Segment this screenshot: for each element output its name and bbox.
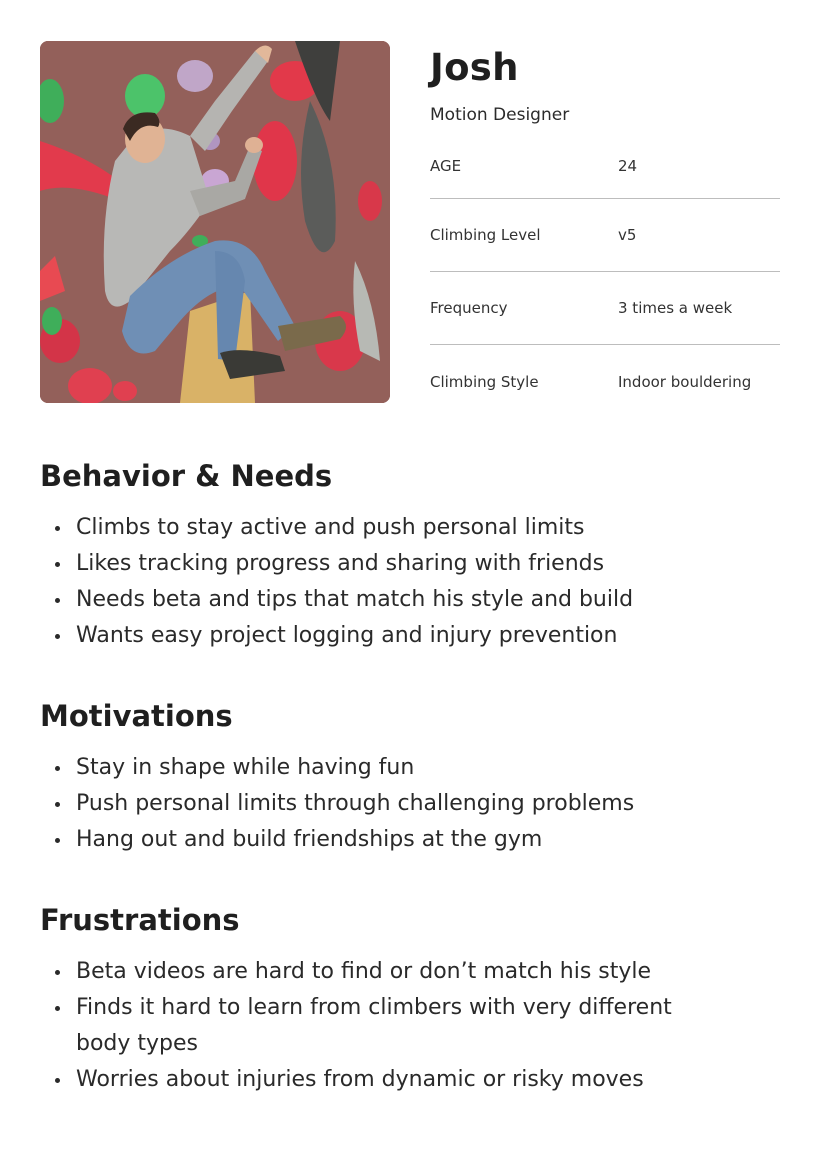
list-item: Worries about injuries from dynamic or risky moves: [40, 1062, 716, 1098]
persona-photo: [40, 41, 390, 403]
attribute-key: AGE: [430, 157, 462, 175]
attribute-row-climbing-level: [430, 199, 780, 272]
frustrations-heading: Frustrations: [40, 903, 240, 937]
attribute-row-age: [430, 143, 780, 199]
attribute-key: Frequency: [430, 299, 508, 317]
list-item: Climbs to stay active and push personal limits: [40, 510, 716, 546]
attribute-key: Climbing Style: [430, 372, 539, 391]
attribute-value: 24: [618, 157, 638, 175]
list-item: Hang out and build friendships at the gym: [40, 822, 716, 858]
list-item: Beta videos are hard to find or don’t match his style: [40, 954, 716, 990]
behavior-list: [40, 510, 780, 654]
list-item: Push personal limits through challenging problems: [40, 786, 716, 822]
motivations-section: [40, 698, 780, 858]
attribute-value: 3 times a week: [618, 299, 733, 317]
frustrations-list: [40, 954, 780, 1098]
attribute-key: Climbing Level: [430, 226, 541, 244]
attribute-value: Indoor bouldering: [618, 372, 752, 391]
attribute-row-frequency: [430, 272, 780, 345]
attribute-value: v5: [618, 226, 637, 244]
list-item: Wants easy project logging and injury prevention: [40, 618, 716, 654]
motivations-heading: Motivations: [40, 699, 233, 733]
persona-name: Josh: [430, 46, 519, 89]
attribute-table: [430, 143, 780, 418]
frustrations-section: [40, 902, 780, 1098]
motivations-list: [40, 750, 780, 858]
list-item: Finds it hard to learn from climbers with very different body types: [40, 990, 716, 1062]
list-item: Likes tracking progress and sharing with friends: [40, 546, 716, 582]
behavior-section: [40, 458, 780, 654]
list-item: Stay in shape while having fun: [40, 750, 716, 786]
profile-panel: [430, 44, 780, 418]
persona-role: Motion Designer: [430, 105, 570, 125]
behavior-heading: Behavior & Needs: [40, 459, 333, 493]
climber-illustration: [40, 41, 390, 403]
attribute-row-climbing-style: [430, 345, 780, 418]
list-item: Needs beta and tips that match his style and build: [40, 582, 716, 618]
